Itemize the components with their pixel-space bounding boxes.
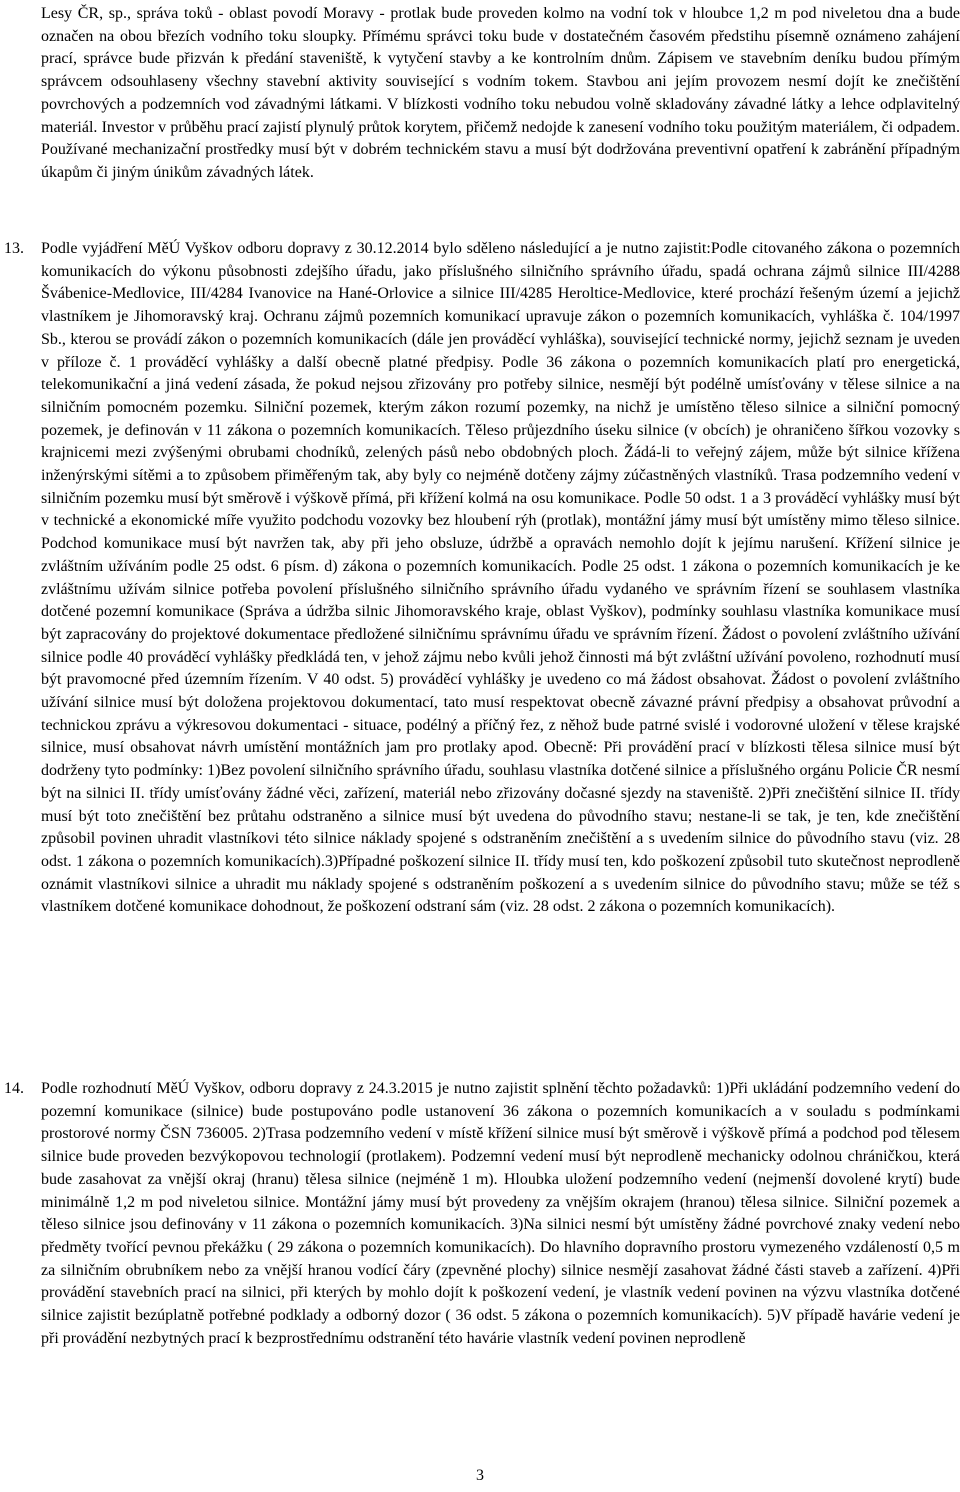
list-item-number: 13. xyxy=(4,240,24,257)
list-item-text: Podle rozhodnutí MěÚ Vyškov, odboru dopravy z 24.3.2015 je nutno zajistit splnění těchto požadavků: 1)Při ukládání podzemního vedení do pozemní komunikace (silnice) bude postupováno podle ustanovení 36 zákona o pozemních komunikacích a v souladu s podmínkami prostorové normy ČSN 736005. 2)Trasa podzemního vedení v místě křížení silnice musí být směrově i výškově přímá a podchod pod tělesem silnice bude proveden bezvýkopovou technologií (protlakem). Podzemní vedení musí být neprodleně mechanicky odolnou chráničkou, která bude zasahovat za vnější okraj (hranu) tělesa silnice (nejméně 1 m). Hloubka uložení podzemního vedení (nejmenší dovolené krytí) bude minimálně 1,2 m pod niveletou silnice. Montážní jámy musí být provedeny za vnějším okrajem (hranou) tělesa silnice. Silniční pozemek a těleso silnice jsou definovány v 11 zákona o pozemních komunikacích. 3)Na silnici nesmí být umístěny žádné povrchové znaky vedení nebo předměty tvořící pevnou překážku ( 29 zákona o pozemních komunikacích). Do hlavního dopravního prostoru vymezeného vzdáleností 0,5 m za silničním obrubníkem nebo za vnější hranou vodící čáry (zpevněné plochy) silnice nesmějí zasahovat žádné části staveb a zařízení. 4)Při provádění stavebních prací na silnici, při kterých by mohlo dojít k poškození vedení, je vlastník vedení povinen na výzvu vlastníka dotčené silnice zajistit bezúplatně potřebné podklady a odborný dozor ( 36 odst. 5 zákona o pozemních komunikacích). 5)V případě havárie vedení je při provádění nezbytných prací k bezprostřednímu odstranění této havárie vlastník vedení povinen neprodleně xyxy=(41,1080,960,1347)
page-number: 3 xyxy=(476,1467,484,1484)
list-item-number: 14. xyxy=(4,1080,24,1097)
continuation-paragraph: Lesy ČR, sp., správa toků - oblast povodí Moravy - protlak bude proveden kolmo na vodní tok v hloubce 1,2 m pod niveletou dna a bude označen na obou březích vodního toku sloupky. Přímému správci toku bude v dostatečném časovém předstihu písemně oznámeno zahájení prací, správce bude přizván k předání staveniště, k vytyčení stavby a ke kontrolním dnům. Zápisem ve stavebním deníku budou přímým správcem odsouhlaseny všechny stavební aktivity související s vodním tokem. Stavbou ani jejím provozem nesmí dojít ke znečištění povrchových a podzemních vod závadnými látkami. V blízkosti vodního toku nebudou volně skladovány závadné látky a lehce odplavitelný materiál. Investor v průběhu prací zajistí plynulý průtok korytem, přičemž nedojde k zanesení vodního toku použitým materiálem, či odpadem. Používané mechanizační prostředky musí být v dobrém technickém stavu a musí být dodržována preventivní opatření k zabránění případným úkapům či jiným únikům závadných látek. xyxy=(41,5,960,181)
list-item-text: Podle vyjádření MěÚ Vyškov odboru dopravy z 30.12.2014 bylo sděleno následující a je nutno zajistit:Podle citovaného zákona o pozemních komunikacích do výkonu působnosti zdejšího úřadu, jako příslušného silničního správního úřadu, spadá ochrana zájmů silnice III/4288 Švábenice-Medlovice, III/4284 Ivanovice na Hané-Orlovice a silnice III/4285 Heroltice-Medlovice, které prochází řešeným území a jejichž vlastníkem je Jihomoravský kraj. Ochranu zájmů pozemních komunikací upravuje zákon o pozemních komunikacích, vyhláška č. 104/1997 Sb., kterou se provádí zákon o pozemních komunikacích (dále jen prováděcí vyhláška), související technické normy, jejichž seznam je uveden v příloze č. 1 prováděcí vyhlášky a další obecně platné předpisy. Podle 36 zákona o pozemních komunikacích platí pro energetická, telekomunikační a jiná vedení zásada, že pokud nejsou zřizovány pro potřeby silnice, nesmějí být podélně umísťovány v tělese silnice a na silničním pomocném pozemku. Silniční pozemek, kterým zákon rozumí pozemky, na nichž je umístěno těleso silnice a silniční pomocný pozemek, je definován v 11 zákona o pozemních komunikacích. Těleso průjezdního úseku silnice (v obcích) je ohraničeno šířkou vozovky s krajnicemi mezi zvýšenými obrubami chodníků, zelených pásů nebo obdobných ploch. Žádá-li to veřejný zájem, může být silnice křížena inženýrskými sítěmi a to způsobem přiměřeným tak, aby byly co nejméně dotčeny zájmy zúčastněných vlastníků. Trasa podzemního vedení v silničním pozemku musí být směrově i výškově přímá, při křížení kolmá na osu komunikace. Podle 50 odst. 1 a 3 prováděcí vyhlášky musí být v technické a ekonomické míře využito podchodu vozovky bez hloubení rýh (protlak), montážní jámy musí být umístěny mimo těleso silnice. Podchod komunikace musí být navržen tak, aby při jeho obsluze, údržbě a opravách nemohlo dojít k jejímu narušení. Křížení silnice je zvláštním užíváním podle 25 odst. 6 písm. d) zákona o pozemních komunikacích. Podle 25 odst. 1 zákona o pozemních komunikacích je ke zvláštnímu užívám silnice potřeba povolení příslušného silničního správního úřadu vydaného ve správním řízení se souhlasem vlastníka dotčené pozemní komunikace (Správa a údržba silnic Jihomoravského kraje, oblast Vyškov), podmínky souhlasu vlastníka komunikace musí být zapracovány do projektové dokumentace předložené silničnímu správnímu úřadu ve správním řízení. Žádost o povolení zvláštního užívání silnice podle 40 prováděcí vyhlášky předkládá ten, v jehož zájmu nebo kvůli jehož činnosti má být zvláštní užívání povoleno, rozhodnutí musí být pravomocné před územním řízením. V 40 odst. 5) prováděcí vyhlášky je uvedeno co má žádost obsahovat. Žádost o povolení zvláštního užívání silnice musí být doložena projektovou dokumentací, tato musí respektovat obecně závazné právní předpisy a obsahovat průvodní a technickou zprávu a výkresovou dokumentaci - situace, podélný a příčný řez, z něhož bude patrné svislé i vodorovné uložení v tělese krajské silnice, musí obsahovat návrh umístění montážních jam pro protlaky apod. Obecně: Při provádění prací v blízkosti tělesa silnice musí být dodrženy tyto podmínky: 1)Bez povolení silničního správního úřadu, souhlasu vlastníka dotčené silnice a příslušného orgánu Policie ČR nesmí být na silnici II. třídy umísťovány žádné věci, zařízení, materiál nebo zřizovány dočasné sjezdy na staveniště. 2)Při znečištění silnice II. třídy musí být toto znečištění bez průtahu odstraněno a silnice musí být uvedena do původního stavu; nestane-li se tak, je ten, kde znečištění způsobil povinen uhradit vlastníkovi této silnice náklady spojené s odstraněním znečištění a s uvedením silnice do původního stavu (viz. 28 odst. 1 zákona o pozemních komunikacích).3)Případné poškození silnice II. třídy musí ten, kdo poškození způsobil tuto skutečnost neprodleně oznámit vlastníkovi silnice a uhradit mu náklady spojené s odstraněním poškození a s uvedením silnice do původního stavu; může se též s vlastníkem dotčené komunikace dohodnout, že poškození odstraní sám (viz. 28 odst. 2 zákona o pozemních komunikacích). xyxy=(41,240,960,916)
